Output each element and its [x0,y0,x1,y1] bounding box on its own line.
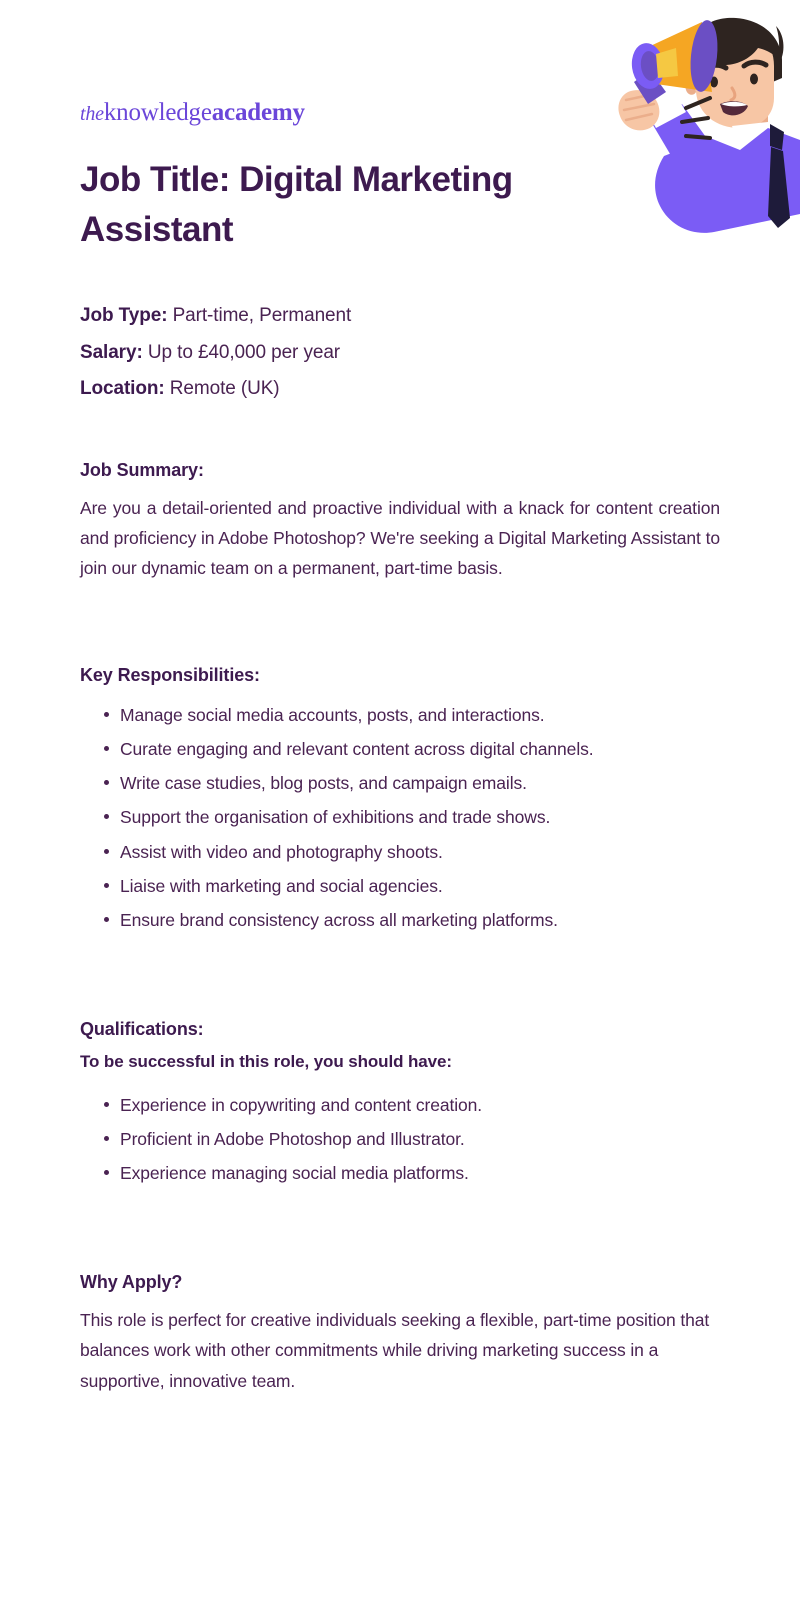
list-item: Ensure brand consistency across all marketing platforms. [80,903,720,937]
meta-value-location: Remote (UK) [169,378,280,400]
section-job-summary [80,460,720,583]
spacer [80,983,720,1019]
page-title: Job Title: Digital Marketing Assistant [80,160,513,249]
meta-value-salary: Up to £40,000 per year [147,341,341,363]
list-item: Write case studies, blog posts, and campaign emails. [80,766,720,800]
list-item: Proficient in Adobe Photoshop and Illustrator. [80,1122,720,1156]
list-item: Support the organisation of exhibitions and trade shows. [80,800,720,834]
spacer [80,629,720,665]
list-item: Experience managing social media platforms. [80,1156,720,1190]
meta-row-salary [80,335,720,371]
heading-job-summary: Job Summary: [80,459,204,480]
list-qualifications [80,1088,720,1190]
heading-qualifications: Qualifications: [80,1018,204,1039]
section-qualifications [80,1019,720,1190]
list-item: Assist with video and photography shoots. [80,835,720,869]
list-item: Manage social media accounts, posts, and interactions. [80,698,720,732]
meta-row-job-type [80,298,720,334]
logo-academy: academy [211,99,305,126]
meta-label-salary: Salary: [80,341,143,363]
meta-row-location [80,371,720,407]
heading-key-responsibilities: Key Responsibilities: [80,665,260,686]
section-why-apply [80,1272,720,1395]
logo-knowledge: knowledge [103,99,212,126]
list-item: Curate engaging and relevant content across digital channels. [80,732,720,766]
list-key-responsibilities [80,698,720,937]
meta-value-job-type: Part-time, Permanent [172,305,352,327]
job-meta-list [80,298,720,407]
section-key-responsibilities [80,665,720,937]
meta-label-job-type: Job Type: [80,305,168,327]
spacer [80,1236,720,1272]
meta-label-location: Location: [80,378,165,400]
logo-the: the [80,103,104,125]
list-item: Experience in copywriting and content creation. [80,1088,720,1122]
text-why-apply: This role is perfect for creative individuals seeking a flexible, part-time position that balances work with other commitments while driving marketing success in a supportive, innovative team. [80,1310,710,1391]
list-item: Liaise with marketing and social agencies. [80,869,720,903]
brand-logo [80,100,720,125]
heading-why-apply: Why Apply? [80,1272,183,1293]
text-job-summary: Are you a detail-oriented and proactive individual with a knack for content creation and proficiency in Adobe Photoshop? We're seeking a Digital Marketing Assistant to join our dynamic team on a permanent, part-time basis. [80,497,720,578]
subheading-qualifications: To be successful in this role, you should have: [80,1051,452,1071]
